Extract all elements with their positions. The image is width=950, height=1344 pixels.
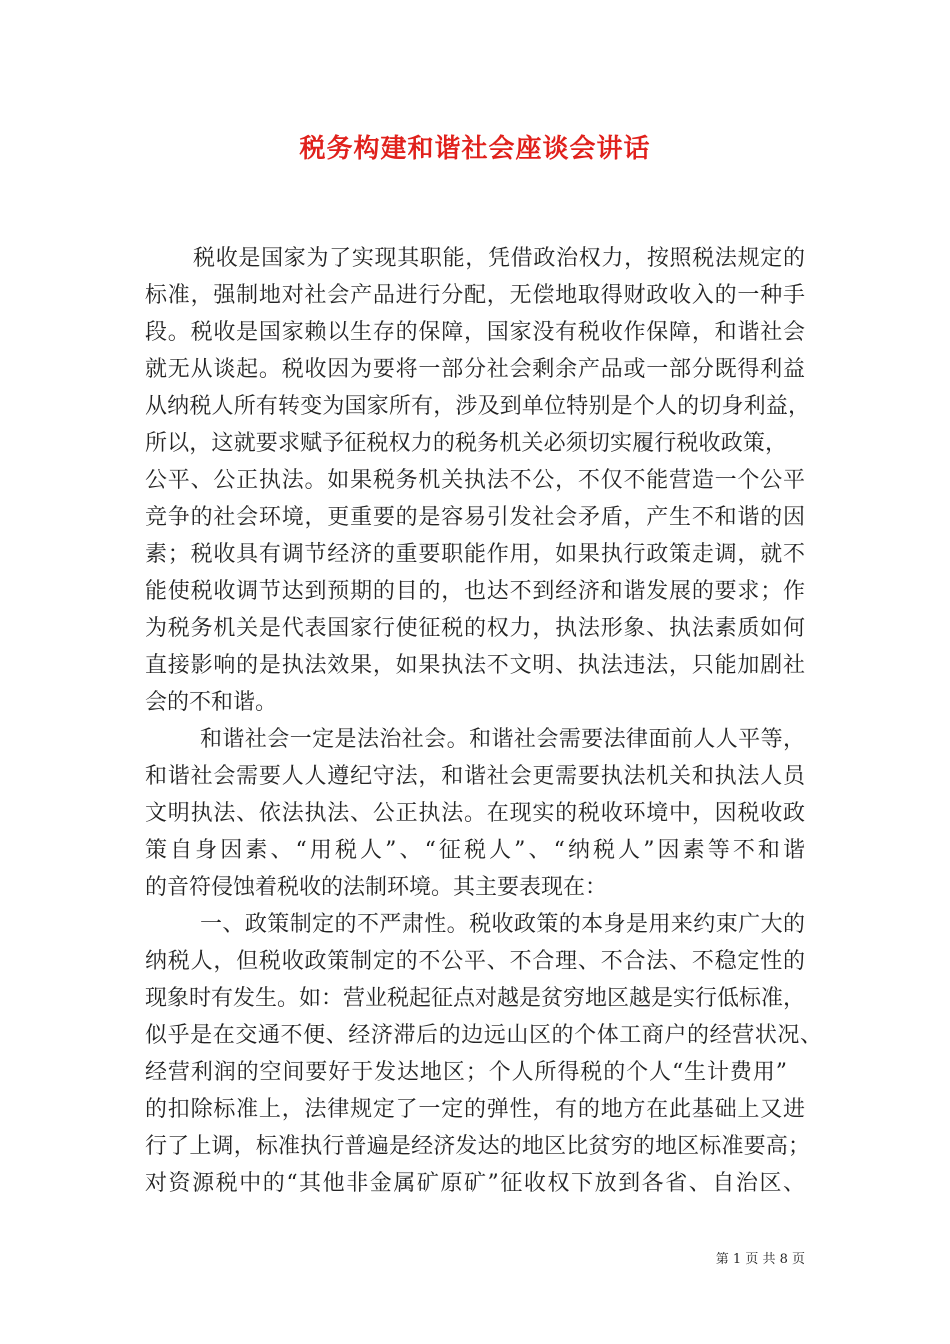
body-line: 素；税收具有调节经济的重要职能作用，如果执行政策走调，就不	[145, 542, 805, 567]
page-indicator: 第 1 页 共 8 页	[715, 1252, 805, 1267]
body-line: 的音符侵蚀着税收的法制环境。其主要表现在：	[145, 875, 608, 900]
body-line: 经营利润的空间要好于发达地区；个人所得税的个人“生计费用”	[145, 1060, 787, 1085]
body-line: 标准，强制地对社会产品进行分配，无偿地取得财政收入的一种手	[145, 283, 805, 308]
body-line: 文明执法、依法执法、公正执法。在现实的税收环境中，因税收政	[145, 801, 805, 826]
body-line: 和谐社会一定是法治社会。和谐社会需要法律面前人人平等，	[200, 727, 805, 752]
body-line: 能使税收调节达到预期的目的，也达不到经济和谐发展的要求；作	[145, 579, 805, 604]
body-line: 现象时有发生。如：营业税起征点对越是贫穷地区越是实行低标准，	[145, 986, 806, 1011]
body-line: 为税务机关是代表国家行使征税的权力，执法形象、执法素质如何	[145, 616, 805, 641]
body-line: 和谐社会需要人人遵纪守法，和谐社会更需要执法机关和执法人员	[145, 764, 805, 789]
body-line: 竞争的社会环境，更重要的是容易引发社会矛盾，产生不和谐的因	[145, 505, 805, 530]
body-line: 行了上调，标准执行普遍是经济发达的地区比贫穷的地区标准要高；	[145, 1134, 810, 1159]
document-title: 税务构建和谐社会座谈会讲话	[299, 134, 651, 164]
body-line: 税收是国家为了实现其职能，凭借政治权力，按照税法规定的	[193, 246, 805, 271]
body-line: 似乎是在交通不便、经济滞后的边远山区的个体工商户的经营状况、	[145, 1023, 822, 1048]
body-line: 就无从谈起。税收因为要将一部分社会剩余产品或一部分既得利益	[145, 357, 805, 382]
body-line: 所以，这就要求赋予征税权力的税务机关必须切实履行税收政策，	[145, 431, 787, 456]
body-line: 段。税收是国家赖以生存的保障，国家没有税收作保障，和谐社会	[145, 320, 805, 345]
body-line: 纳税人，但税收政策制定的不公平、不合理、不合法、不稳定性的	[145, 949, 805, 974]
body-line: 一、政策制定的不严肃性。税收政策的本身是用来约束广大的	[200, 912, 805, 937]
body-line: 的扣除标准上，法律规定了一定的弹性，有的地方在此基础上又进	[145, 1097, 805, 1122]
body-line: 对资源税中的“其他非金属矿原矿”征收权下放到各省、自治区、	[145, 1171, 805, 1196]
body-line: 从纳税人所有转变为国家所有，涉及到单位特别是个人的切身利益，	[145, 394, 810, 419]
body-line: 会的不和谐。	[145, 690, 278, 715]
body-line: 直接影响的是执法效果，如果执法不文明、执法违法，只能加剧社	[145, 653, 805, 678]
body-line: 公平、公正执法。如果税务机关执法不公，不仅不能营造一个公平	[145, 468, 805, 493]
body-line: 策自身因素、“用税人”、“征税人”、“纳税人”因素等不和谐	[145, 838, 805, 863]
